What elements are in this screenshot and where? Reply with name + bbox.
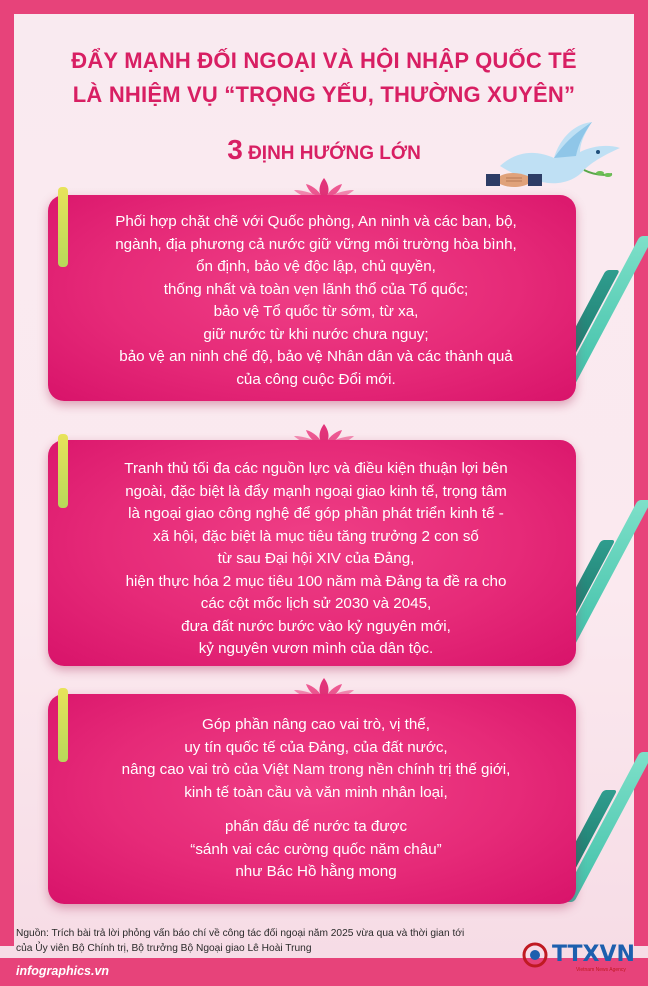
title-line-1: ĐẨY MẠNH ĐỐI NGOẠI VÀ HỘI NHẬP QUỐC TẾ (71, 48, 577, 73)
card-line: uy tín quốc tế của Đảng, của đất nước, (184, 738, 448, 756)
card-line: các cột mốc lịch sử 2030 và 2045, (200, 595, 432, 612)
card-line: xã hội, đặc biệt là mục tiêu tăng trưởng 2 con số (153, 527, 479, 545)
card-line: ngoài, đặc biệt là đẩy mạnh ngoại giao kinh tế, trọng tâm (125, 482, 507, 500)
card-line-spacer (76, 804, 556, 816)
card-body (76, 211, 556, 391)
website-link[interactable]: infographics.vn (16, 964, 110, 978)
page-title (0, 44, 648, 112)
source-line-1: Nguồn: Trích bài trả lời phỏng vấn báo chí về công tác đối ngoại năm 2025 vừa qua và thời gian tới (16, 928, 465, 939)
card-line: Tranh thủ tối đa các nguồn lực và điều kiện thuận lợi bên (124, 460, 508, 477)
card-line: giữ nước từ khi nước chưa nguy; (203, 325, 429, 343)
card-body (76, 458, 556, 661)
top-border (0, 0, 648, 14)
direction-card-1 (48, 195, 576, 401)
card-line: kỷ nguyên vươn mình của dân tộc. (198, 640, 434, 657)
card-line: của công cuộc Đổi mới. (236, 370, 396, 388)
title-line-2: LÀ NHIỆM VỤ “TRỌNG YẾU, THƯỜNG XUYÊN” (72, 82, 576, 107)
card-line: ngành, địa phương cả nước giữ vững môi trường hòa bình, (115, 235, 517, 253)
subtitle-text: ĐỊNH HƯỚNG LỚN (248, 143, 421, 164)
card-body (76, 714, 556, 884)
handshake-icon (486, 168, 542, 194)
card-line: phấn đấu để nước ta được (224, 818, 408, 835)
card-line: Góp phần nâng cao vai trò, vị thế, (202, 716, 430, 733)
card-line: từ sau Đại hội XIV của Đảng, (217, 550, 415, 567)
card-accent-stripe (58, 187, 68, 267)
source-note (16, 926, 486, 956)
brand-tagline: Vietnam News Agency (576, 967, 626, 973)
brand-name: TTXVN (552, 942, 635, 967)
direction-card-2 (48, 440, 576, 666)
card-line: hiện thực hóa 2 mục tiêu 100 năm mà Đảng ta đề ra cho (125, 572, 507, 590)
card-line: là ngoại giao công nghệ để góp phần phát triển kinh tế - (128, 505, 504, 522)
card-accent-stripe (58, 688, 68, 762)
card-accent-stripe (58, 434, 68, 508)
card-line: thống nhất và toàn vẹn lãnh thổ của Tổ quốc; (163, 280, 469, 298)
card-line: bảo vệ Tổ quốc từ sớm, từ xa, (213, 303, 419, 320)
card-line: ổn định, bảo vệ độc lập, chủ quyền, (196, 258, 436, 275)
source-line-2: của Ủy viên Bộ Chính trị, Bộ trưởng Bộ Ngoại giao Lê Hoài Trung (16, 943, 312, 954)
card-line: “sánh vai các cường quốc năm châu” (190, 840, 442, 858)
card-line: bảo vệ an ninh chế độ, bảo vệ Nhân dân và các thành quả (119, 348, 513, 365)
card-line: đưa đất nước bước vào kỷ nguyên mới, (181, 617, 451, 635)
direction-card-3 (48, 694, 576, 904)
ttxvn-logo-icon (522, 942, 548, 968)
subtitle-number: 3 (227, 134, 243, 165)
card-line: kinh tế toàn cầu và văn minh nhân loại, (184, 783, 448, 801)
card-line: nâng cao vai trò của Việt Nam trong nền chính trị thế giới, (121, 761, 511, 778)
card-line: Phối hợp chặt chẽ với Quốc phòng, An ninh và các ban, bộ, (115, 213, 517, 230)
card-line: như Bác Hồ hằng mong (235, 863, 397, 880)
